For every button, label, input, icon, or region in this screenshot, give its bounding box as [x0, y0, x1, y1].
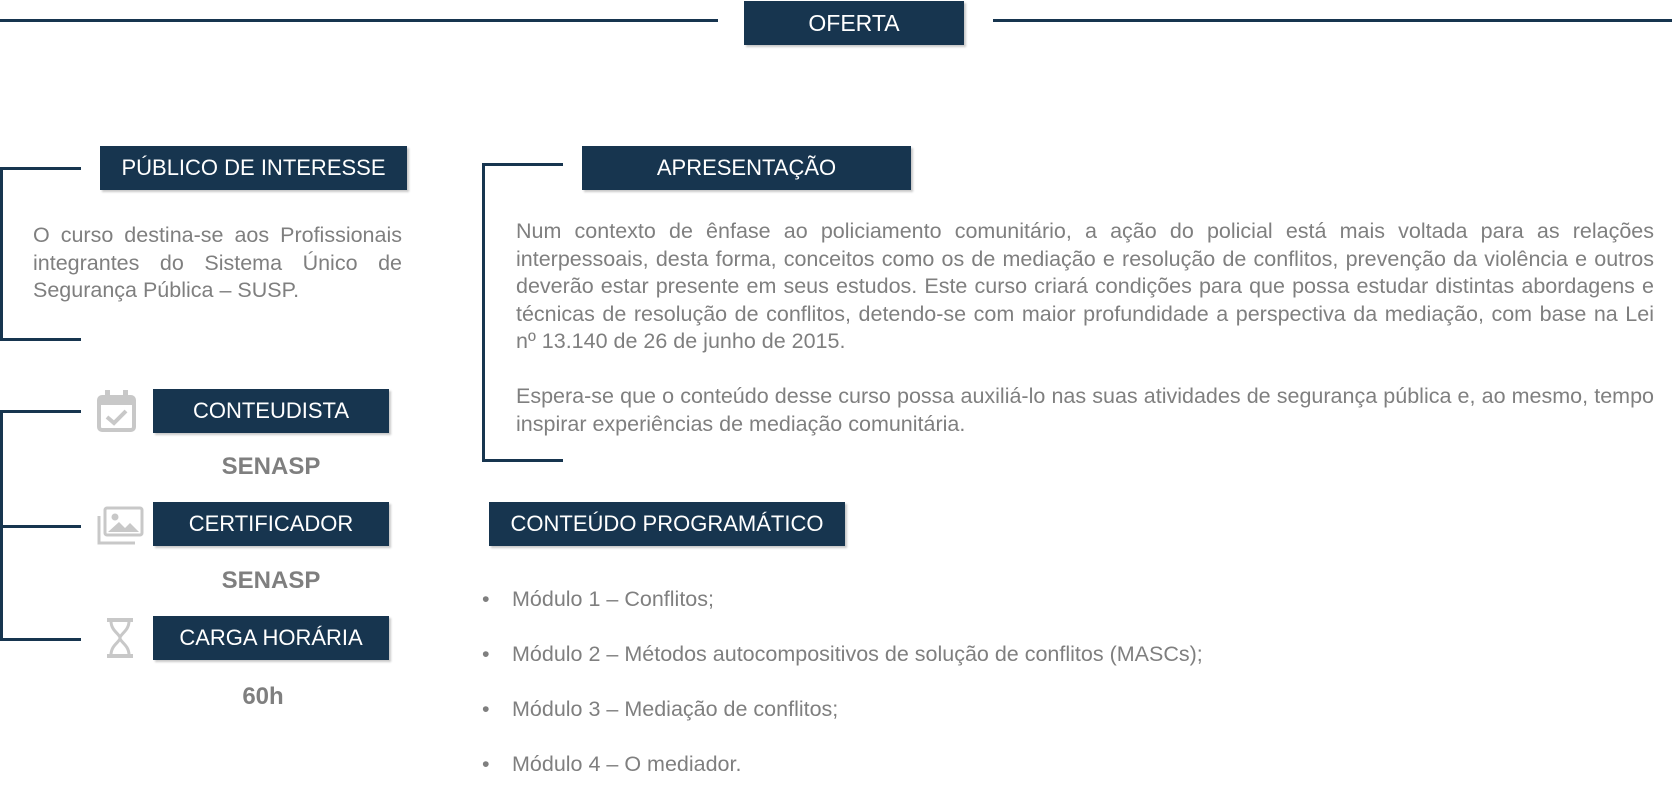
carga-label: CARGA HORÁRIA [153, 616, 389, 660]
module-list [482, 586, 1582, 806]
hourglass-icon [104, 617, 136, 659]
list-item: • Módulo 1 – Conflitos; [482, 586, 1582, 641]
publico-bracket-side [0, 167, 3, 341]
info-bracket-top [0, 410, 81, 413]
page-title: OFERTA [744, 1, 964, 45]
apresentacao-label: APRESENTAÇÃO [582, 146, 911, 190]
calendar-check-icon [97, 389, 137, 433]
info-bracket-bottom [0, 638, 81, 641]
apresentacao-paragraph-1: Num contexto de ênfase ao policiamento comunitário, a ação do policial está mais voltada para as relações interpessoais, desta forma, conceitos como os de mediação e resolução de conflitos, prevenção da violência e outros deverão estar presente em seus estudos. Este curso criará condições para que possa estudar distintas abordagens e técnicas de resolução de conflitos, detendo-se com maior profundidade a perspectiva da mediação, com base na Lei nº 13.140 de 26 de junho de 2015. [516, 219, 1654, 353]
info-bracket-middle [0, 525, 81, 528]
publico-bracket-bottom [0, 338, 81, 341]
apresentacao-bracket-bottom [482, 459, 563, 462]
carga-value: 60h [242, 683, 284, 710]
publico-text: O curso destina-se aos Profissionais integrantes do Sistema Único de Segurança Pública – SUSP. [33, 223, 402, 302]
conteudista-value: SENASP [221, 453, 321, 480]
header-rule-right [993, 19, 1672, 22]
list-item: • Módulo 4 – O mediador. [482, 751, 1582, 806]
programa-label: CONTEÚDO PROGRAMÁTICO [489, 502, 845, 546]
certificador-value: SENASP [221, 567, 321, 594]
header-rule-left [0, 19, 718, 22]
apresentacao-paragraph-2: Espera-se que o conteúdo desse curso possa auxiliá-lo nas suas atividades de segurança pública e, ao mesmo, tempo inspirar experiências de mediação comunitária. [516, 384, 1654, 436]
certificador-label: CERTIFICADOR [153, 502, 389, 546]
publico-bracket-top [0, 167, 81, 170]
conteudista-label: CONTEUDISTA [153, 389, 389, 433]
list-item: • Módulo 3 – Mediação de conflitos; [482, 696, 1582, 751]
apresentacao-bracket-side [482, 163, 485, 462]
apresentacao-bracket-top [482, 163, 563, 166]
list-item: • Módulo 2 – Métodos autocompositivos de solução de conflitos (MASCs); [482, 641, 1582, 696]
publico-label: PÚBLICO DE INTERESSE [100, 146, 407, 190]
image-gallery-icon [95, 506, 145, 546]
